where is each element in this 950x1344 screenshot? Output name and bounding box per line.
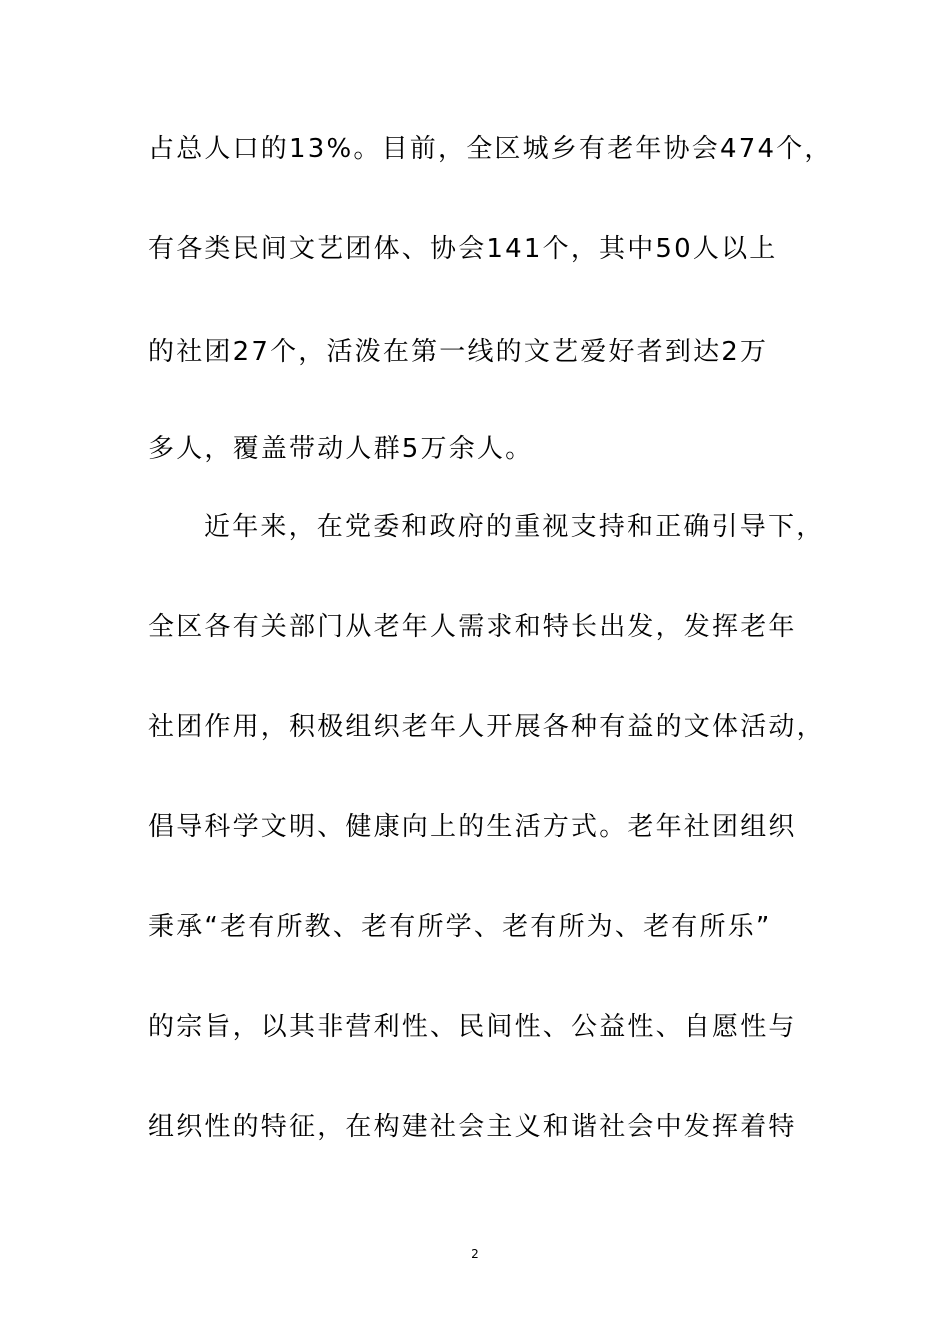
text-line: 秉承“老有所教、老有所学、老有所为、老有所乐” bbox=[148, 912, 772, 942]
text-line: 多人，覆盖带动人群5万余人。 bbox=[148, 434, 534, 464]
text-line: 全区各有关部门从老年人需求和特长出发，发挥老年 bbox=[148, 612, 797, 642]
page-number: 2 bbox=[471, 1247, 479, 1261]
text-line: 社团作用，积极组织老年人开展各种有益的文体活动， bbox=[148, 712, 825, 742]
text-line: 有各类民间文艺团体、协会141个，其中50人以上 bbox=[148, 234, 778, 264]
paragraph-first-line: 近年来，在党委和政府的重视支持和正确引导下， bbox=[204, 512, 825, 542]
text-line: 组织性的特征，在构建社会主义和谐社会中发挥着特 bbox=[148, 1112, 797, 1142]
text-line: 倡导科学文明、健康向上的生活方式。老年社团组织 bbox=[148, 812, 797, 842]
text-line: 的社团27个，活泼在第一线的文艺爱好者到达2万 bbox=[148, 337, 769, 367]
text-line: 占总人口的13%。目前，全区城乡有老年协会474个， bbox=[148, 134, 833, 164]
text-line: 的宗旨，以其非营利性、民间性、公益性、自愿性与 bbox=[148, 1012, 797, 1042]
